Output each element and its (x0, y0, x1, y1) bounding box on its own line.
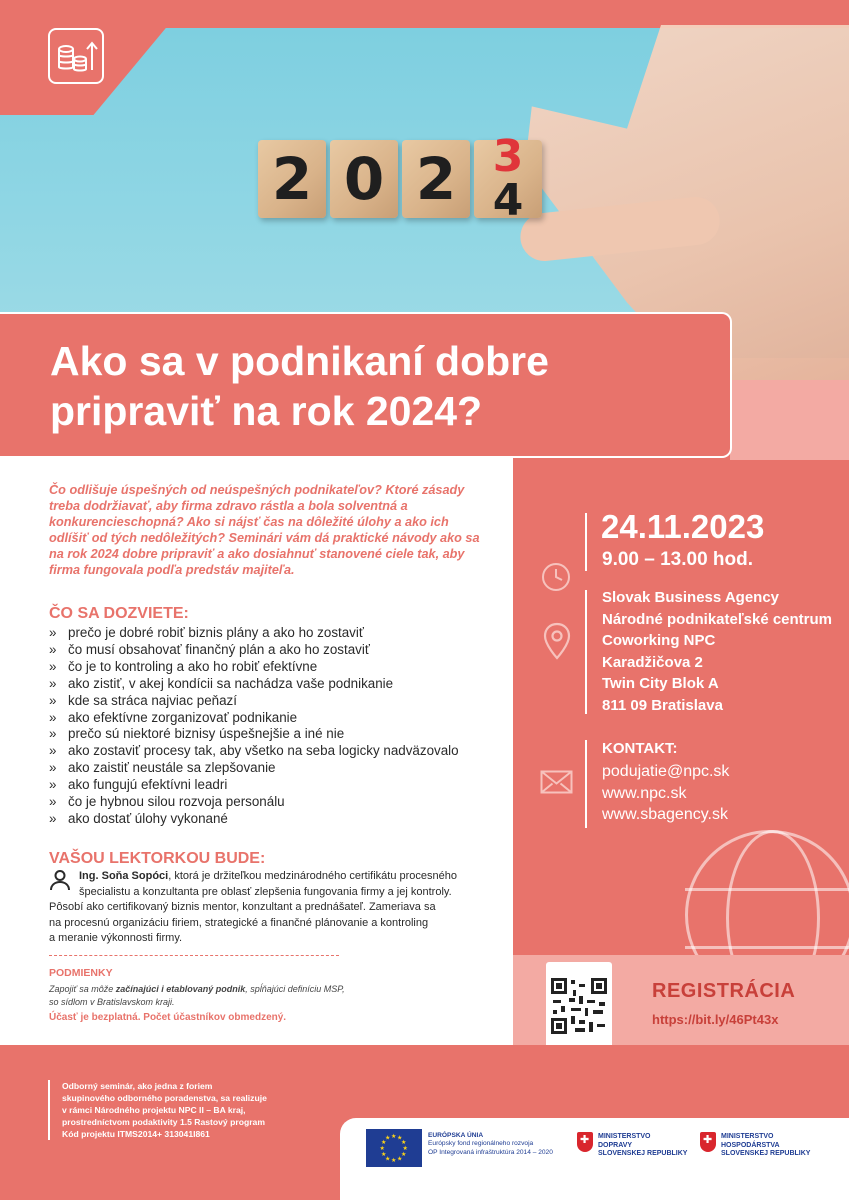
ministry-line: MINISTERSTVO (721, 1133, 774, 1140)
lector-bio-line: , ktorá je držiteľkou medzinárodného certifikátu procesného (168, 870, 457, 882)
intro-paragraph: Čo odlišuje úspešných od neúspešných podnikateľov? Ktoré zásady treba dodržiavať, aby firma zdravo rástla a bola solventná a konkurencieschopná? Ako si nájsť čas na dôležité úlohy a ako ich odlíšiť od tých nedôležitých? Seminári vám dá praktické návody ako sa na rok 2024 dobre pripraviť a ako dosiahnuť stanovené ciele tak, aby firma fungovala podľa predstáv majiteľa. (49, 483, 480, 577)
lector-name: Ing. Soňa Sopóci (79, 870, 169, 882)
footer-note-line: skupinového odborného poradenstva, sa realizuje (62, 1093, 267, 1103)
svg-text:★: ★ (402, 1145, 408, 1152)
divider-line (585, 513, 587, 571)
cube-digit: 0 (330, 140, 398, 218)
venue-line: 811 09 Bratislava (602, 696, 723, 714)
list-item-text: čo musí obsahovať finančný plán a ako ho zostaviť (68, 641, 370, 657)
venue-line: Slovak Business Agency (602, 589, 780, 606)
footer-note-line: prostredníctvom podaktivity 1.5 Rastový program (62, 1117, 265, 1127)
list-item-text: prečo je dobré robiť biznis plány a ako ho zostaviť (68, 625, 364, 640)
bullet-icon: » (49, 794, 57, 810)
list-item (49, 794, 459, 811)
conditions-text-part: so sídlom v Bratislavskom kraji. (49, 996, 175, 1007)
ministry-economy-logo (721, 1133, 810, 1159)
bullet-icon: » (49, 760, 57, 776)
bullet-icon: » (49, 726, 57, 742)
conditions-text-emphasis: začínajúci i etablovaný podnik (115, 984, 246, 994)
page-title (50, 336, 710, 436)
list-item-text: ako efektívne zorganizovať podnikanie (68, 709, 298, 725)
bullet-icon: » (49, 743, 57, 759)
bullet-icon: » (49, 810, 57, 826)
bullet-icon: » (49, 658, 57, 674)
eu-logo-text (428, 1132, 553, 1157)
bullet-icon: » (49, 675, 57, 691)
svg-text:★: ★ (381, 1151, 387, 1158)
slovak-emblem-icon (577, 1132, 593, 1152)
list-item-text: prečo sú niektoré biznisy úspešnejšie a iné nie (68, 726, 345, 742)
learn-heading: ČO SA DOZVIETE: (49, 605, 189, 622)
list-item-text: ako zistiť, v akej kondícii sa nachádza vaše podnikanie (68, 675, 394, 691)
eu-logo-line: Európsky fond regionálneho rozvoja (428, 1140, 534, 1148)
list-item (49, 710, 459, 727)
free-participation-note: Účasť je bezplatná. Počet účastníkov obmedzený. (49, 1012, 287, 1023)
lector-bio (49, 869, 499, 947)
list-item (49, 777, 459, 794)
cube-digit: 2 (402, 140, 470, 218)
list-item (49, 726, 459, 743)
bullet-icon: » (49, 709, 57, 725)
list-item (49, 676, 459, 693)
event-venue (602, 587, 842, 716)
footer-note-line: Kód projektu ITMS2014+ 313041I861 (62, 1129, 210, 1139)
eu-flag-icon (366, 1129, 422, 1167)
svg-text:★: ★ (397, 1155, 403, 1163)
flip-cube-old-digit: 3 (492, 131, 524, 182)
ministry-line: HOSPODÁRSTVA (721, 1141, 780, 1149)
svg-text:★: ★ (385, 1134, 391, 1142)
list-item-text: čo je hybnou silou rozvoja personálu (68, 794, 285, 810)
ministry-line: SLOVENSKEJ REPUBLIKY (598, 1150, 688, 1157)
conditions-heading: PODMIENKY (49, 967, 113, 979)
svg-text:★: ★ (391, 1133, 397, 1140)
venue-line: Twin City Blok A (602, 675, 719, 692)
footer-note-line: v rámci Národného projektu NPC II – BA kraj, (62, 1105, 246, 1115)
flip-cube (474, 131, 542, 226)
qr-code[interactable] (546, 962, 612, 1050)
conditions-text (49, 983, 379, 1008)
venue-line: Coworking NPC (602, 632, 716, 649)
list-item-text: ako zaistiť neustále sa zlepšovanie (68, 760, 276, 776)
bullet-icon: » (49, 777, 57, 793)
list-item (49, 811, 459, 828)
divider-line (585, 590, 587, 714)
title-line: pripraviť na rok 2024? (50, 388, 483, 434)
contact-web-link[interactable]: www.sbagency.sk (602, 806, 728, 823)
mail-icon (540, 770, 573, 794)
conditions-text-part: Zapojiť sa môže (49, 984, 116, 994)
svg-text:★: ★ (401, 1139, 407, 1146)
contact-list (602, 761, 729, 826)
footer-project-note (48, 1080, 318, 1140)
lector-bio-line: a meranie výkonnosti firmy. (49, 932, 183, 945)
contact-heading: KONTAKT: (602, 740, 678, 757)
info-column-accent (730, 380, 849, 460)
list-item (49, 625, 459, 642)
footer-note-line: Odborný seminár, ako jedna z foriem (62, 1081, 213, 1091)
registration-link[interactable]: https://bit.ly/46Pt43x (652, 1012, 779, 1027)
qr-code-icon (551, 978, 607, 1034)
list-item-text: ako dostať úlohy vykonané (68, 810, 228, 826)
list-item-text: čo je to kontroling a ako ho robiť efektívne (68, 658, 318, 674)
ministry-line: DOPRAVY (598, 1141, 633, 1149)
list-item-text: kde sa stráca najviac peňazí (68, 692, 237, 708)
divider-line (585, 740, 587, 828)
cube-digit: 2 (258, 140, 326, 218)
list-item (49, 659, 459, 676)
svg-text:★: ★ (391, 1157, 397, 1164)
svg-text:★: ★ (397, 1134, 403, 1142)
svg-text:★: ★ (379, 1145, 385, 1152)
contact-web-link[interactable]: www.npc.sk (602, 784, 687, 802)
event-date: 24.11.2023 (601, 508, 765, 545)
venue-line: Národné podnikateľské centrum (602, 610, 833, 628)
clock-icon (540, 561, 572, 593)
ministry-line: MINISTERSTVO (598, 1133, 651, 1140)
eu-logo-title: EURÓPSKA ÚNIA (428, 1132, 484, 1139)
list-item (49, 743, 459, 760)
svg-text:★: ★ (385, 1155, 391, 1163)
contact-email-link[interactable]: podujatie@npc.sk (602, 763, 730, 780)
bullet-icon: » (49, 641, 57, 657)
list-item (49, 760, 459, 777)
bullet-icon: » (49, 692, 57, 708)
event-time: 9.00 – 13.00 hod. (602, 549, 754, 570)
list-item (49, 693, 459, 710)
list-item-text: ako fungujú efektívni leadri (68, 777, 228, 793)
lector-bio-line: špecialistu a konzultanta pre oblasť zlepšenia fungovania firmy a jej kontroly. (79, 885, 452, 898)
ministry-line: SLOVENSKEJ REPUBLIKY (721, 1150, 811, 1157)
list-item-text: ako zostaviť procesy tak, aby všetko na seba logicky nadväzovalo (68, 743, 459, 759)
venue-line: Karadžičova 2 (602, 653, 703, 671)
lector-bio-line: Pôsobí ako certifikovaný biznis mentor, konzultant a prednášateľ. Zameriava sa (49, 901, 436, 914)
learn-list (49, 625, 459, 828)
title-line: Ako sa v podnikaní dobre (50, 338, 549, 384)
slovak-emblem-icon (700, 1132, 716, 1152)
registration-title: REGISTRÁCIA (652, 980, 796, 1002)
eu-logo-line: OP Integrovaná infraštruktúra 2014 – 2020 (428, 1148, 553, 1156)
coins-growth-icon (48, 28, 104, 84)
svg-text:★: ★ (401, 1151, 407, 1158)
flip-cube-new-digit: 4 (492, 175, 524, 226)
list-item (49, 642, 459, 659)
conditions-text-part: , spĺňajúci definíciu MSP, (245, 984, 345, 994)
lector-heading: VAŠOU LEKTORKOU BUDE: (49, 850, 266, 867)
svg-text:★: ★ (381, 1139, 387, 1146)
bullet-icon: » (49, 625, 57, 640)
divider-line (49, 955, 339, 956)
lector-bio-line: na procesnú organizáciu firiem, strategické a finančné plánovanie a kontroling (49, 916, 429, 929)
location-pin-icon (542, 622, 572, 662)
ministry-transport-logo (598, 1133, 687, 1159)
